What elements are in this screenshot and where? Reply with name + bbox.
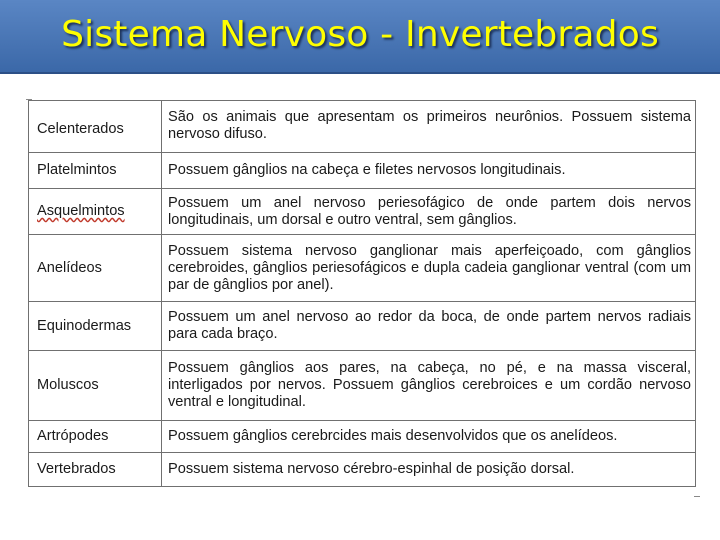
table-row <box>29 453 696 487</box>
table-row <box>29 153 696 189</box>
row-desc-artropodes: Possuem gânglios cerebrcides mais desenvolvidos que os anelídeos. <box>162 421 696 453</box>
table-row <box>29 302 696 351</box>
row-name-platelmintos: Platelmintos <box>29 153 162 189</box>
row-desc-vertebrados: Possuem sistema nervoso cérebro-espinhal de posição dorsal. <box>162 453 696 487</box>
title-bar <box>0 0 720 74</box>
row-desc-moluscos: Possuem gânglios aos pares, na cabeça, no pé, e na massa visceral, interligados por nervos. Possuem gânglios cerebroices e um cordão nervoso ventral e longitudinal. <box>162 351 696 421</box>
table-row <box>29 235 696 302</box>
table-row <box>29 421 696 453</box>
row-name-equinodermas: Equinodermas <box>29 302 162 351</box>
row-desc-equinodermas: Possuem um anel nervoso ao redor da boca, de onde partem nervos radiais para cada braço. <box>162 302 696 351</box>
row-name-celenterados: Celenterados <box>29 101 162 153</box>
row-desc-celenterados: São os animais que apresentam os primeiros neurônios. Possuem sistema nervoso difuso. <box>162 101 696 153</box>
table-row <box>29 351 696 421</box>
comparison-table <box>28 100 696 487</box>
row-name-artropodes: Artrópodes <box>29 421 162 453</box>
table-row <box>29 189 696 235</box>
row-name-vertebrados: Vertebrados <box>29 453 162 487</box>
row-name-anelideos: Anelídeos <box>29 235 162 302</box>
row-desc-asquelmintos: Possuem um anel nervoso periesofágico de onde partem dois nervos longitudinais, um dorsal e outro ventral, sem gânglios. <box>162 189 696 235</box>
slide-title: Sistema Nervoso - Invertebrados <box>61 14 659 55</box>
row-name-moluscos: Moluscos <box>29 351 162 421</box>
table-row <box>29 101 696 153</box>
row-desc-anelideos: Possuem sistema nervoso ganglionar mais aperfeiçoado, com gânglios cerebroides, gânglios periesofágicos e dupla cadeia ganglionar ventral (com um par de gânglios por anel). <box>162 235 696 302</box>
row-desc-platelmintos: Possuem gânglios na cabeça e filetes nervosos longitudinais. <box>162 153 696 189</box>
row-name-asquelmintos: Asquelmintos <box>29 189 162 235</box>
corner-mark-bottom-right <box>694 496 700 497</box>
